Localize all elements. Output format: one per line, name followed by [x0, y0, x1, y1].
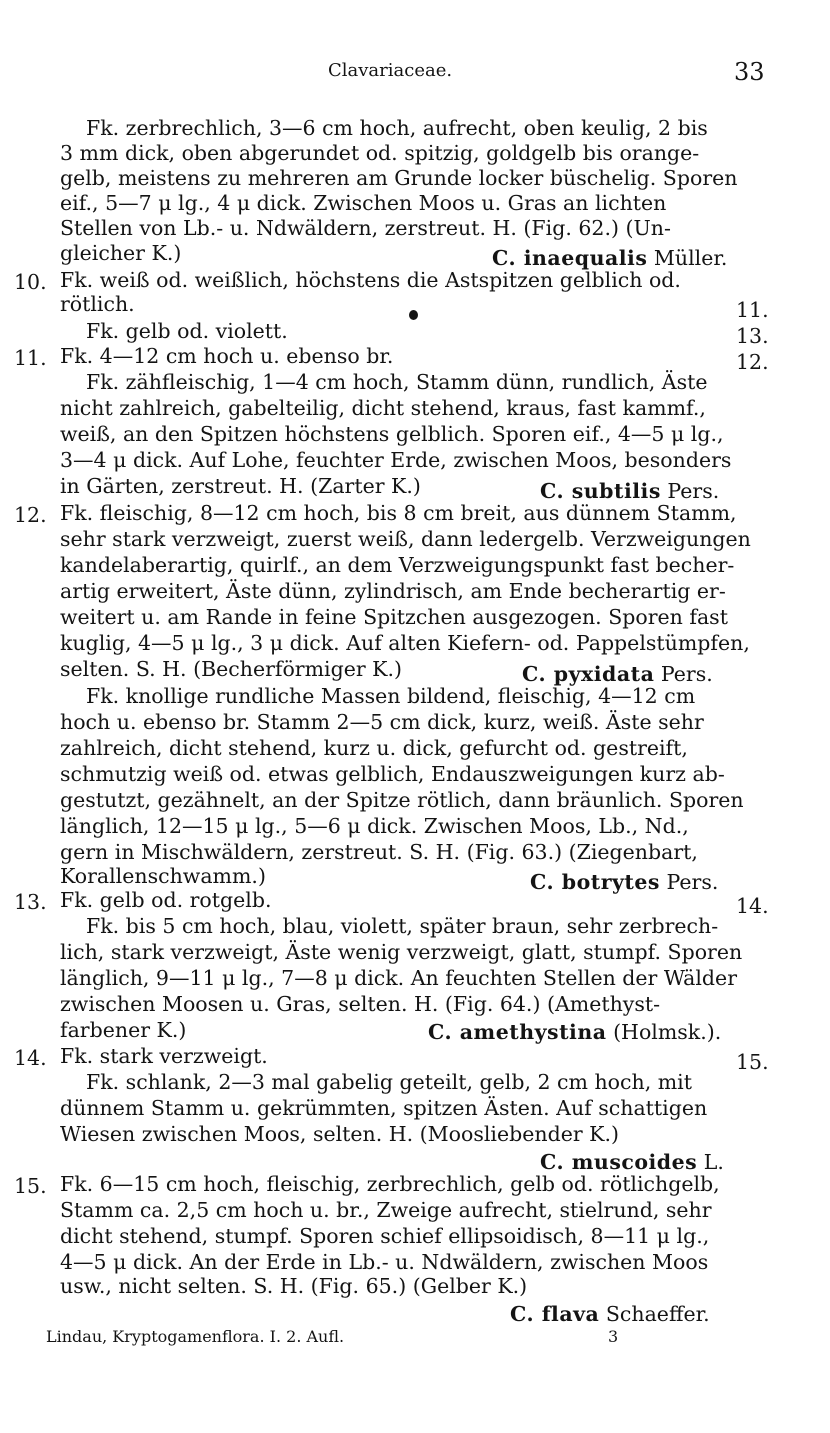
text-line: Stellen von Lb.- u. Ndwäldern, zerstreut. H. (Fig. 62.) (Un- [60, 216, 671, 240]
text-line: rötlich. [60, 292, 135, 316]
text-line: usw., nicht selten. S. H. (Fig. 65.) (Gelber K.) [60, 1274, 528, 1298]
species-name: C. flava Schaeffer. [510, 1302, 710, 1326]
key-number: 14. [14, 1046, 47, 1070]
key-reference: 15. [736, 1050, 769, 1074]
page-number: 33 [734, 58, 765, 86]
text-line: kandelaberartig, quirlf., an dem Verzweigungspunkt fast becher- [60, 553, 735, 577]
species-name: C. botrytes Pers. [530, 870, 719, 894]
footer-sheet-number: 3 [608, 1327, 619, 1346]
text-line: 3—4 μ dick. Auf Lohe, feuchter Erde, zwischen Moos, besonders [60, 448, 732, 472]
text-line: Fk. 4—12 cm hoch u. ebenso br. [60, 344, 394, 368]
text-line: Wiesen zwischen Moos, selten. H. (Moosliebender K.) [60, 1122, 619, 1146]
text-line: artig erweitert, Äste dünn, zylindrisch, am Ende becherartig er- [60, 579, 726, 603]
text-line: eif., 5—7 μ lg., 4 μ dick. Zwischen Moos u. Gras an lichten [60, 191, 667, 215]
text-line: Fk. gelb od. rotgelb. [60, 888, 272, 912]
text-line: zwischen Moosen u. Gras, selten. H. (Fig. 64.) (Amethyst- [60, 992, 661, 1016]
key-number: 12. [14, 503, 47, 527]
text-line: farbener K.) [60, 1018, 187, 1042]
text-line: Fk. bis 5 cm hoch, blau, violett, später braun, sehr zerbrech- [86, 914, 719, 938]
text-line: gelb, meistens zu mehreren am Grunde locker büschelig. Sporen [60, 166, 738, 190]
text-line: Fk. schlank, 2—3 mal gabelig geteilt, gelb, 2 cm hoch, mit [86, 1070, 692, 1094]
text-line: Fk. zähfleischig, 1—4 cm hoch, Stamm dünn, rundlich, Äste [86, 370, 708, 394]
text-line: Fk. fleischig, 8—12 cm hoch, bis 8 cm breit, aus dünnem Stamm, [60, 501, 737, 525]
running-header-title: Clavariaceae. [328, 60, 453, 81]
text-line: dünnem Stamm u. gekrümmten, spitzen Ästen. Auf schattigen [60, 1096, 708, 1120]
key-number: 10. [14, 270, 47, 294]
text-line: kuglig, 4—5 μ lg., 3 μ dick. Auf alten Kiefern- od. Pappelstümpfen, [60, 631, 750, 655]
text-line: lich, stark verzweigt, Äste wenig verzweigt, glatt, stumpf. Sporen [60, 940, 743, 964]
key-number: 13. [14, 890, 47, 914]
footer-source: Lindau, Kryptogamenflora. I. 2. Aufl. [46, 1327, 345, 1346]
text-line: gestutzt, gezähnelt, an der Spitze rötlich, dann bräunlich. Sporen [60, 788, 744, 812]
species-name: C. amethystina (Holmsk.). [428, 1020, 722, 1044]
text-line: hoch u. ebenso br. Stamm 2—5 cm dick, kurz, weiß. Äste sehr [60, 710, 704, 734]
text-line: Stamm ca. 2,5 cm hoch u. br., Zweige aufrecht, stielrund, sehr [60, 1198, 712, 1222]
species-name: C. subtilis Pers. [540, 479, 720, 503]
text-line: Korallenschwamm.) [60, 864, 266, 888]
text-line: gern in Mischwäldern, zerstreut. S. H. (Fig. 63.) (Ziegenbart, [60, 840, 698, 864]
key-reference: 12. [736, 350, 769, 374]
text-line: 3 mm dick, oben abgerundet od. spitzig, goldgelb bis orange- [60, 141, 700, 165]
text-line: Fk. gelb od. violett. [86, 319, 288, 343]
text-line: Fk. zerbrechlich, 3—6 cm hoch, aufrecht, oben keulig, 2 bis [86, 116, 708, 140]
text-line: nicht zahlreich, gabelteilig, dicht stehend, kraus, fast kammf., [60, 396, 706, 420]
text-line: schmutzig weiß od. etwas gelblich, Endauszweigungen kurz ab- [60, 762, 725, 786]
text-line: selten. S. H. (Becherförmiger K.) [60, 657, 403, 681]
species-name: C. pyxidata Pers. [522, 662, 713, 686]
species-name: C. inaequalis Müller. [492, 246, 728, 270]
bullet-mark [409, 310, 418, 320]
text-line: weitert u. am Rande in feine Spitzchen ausgezogen. Sporen fast [60, 605, 728, 629]
text-line: in Gärten, zerstreut. H. (Zarter K.) [60, 474, 421, 498]
text-line: Fk. 6—15 cm hoch, fleischig, zerbrechlich, gelb od. rötlichgelb, [60, 1172, 720, 1196]
text-line: länglich, 9—11 μ lg., 7—8 μ dick. An feuchten Stellen der Wälder [60, 966, 737, 990]
text-line: sehr stark verzweigt, zuerst weiß, dann ledergelb. Verzweigungen [60, 527, 751, 551]
text-line: zahlreich, dicht stehend, kurz u. dick, gefurcht od. gestreift, [60, 736, 688, 760]
key-reference: 11. [736, 298, 769, 322]
text-line: dicht stehend, stumpf. Sporen schief ellipsoidisch, 8—11 μ lg., [60, 1224, 710, 1248]
text-line: gleicher K.) [60, 241, 182, 265]
species-name: C. muscoides L. [540, 1150, 724, 1174]
text-line: länglich, 12—15 μ lg., 5—6 μ dick. Zwischen Moos, Lb., Nd., [60, 814, 689, 838]
text-line: Fk. stark verzweigt. [60, 1044, 268, 1068]
text-line: Fk. knollige rundliche Massen bildend, fleischig, 4—12 cm [86, 684, 696, 708]
key-number: 15. [14, 1174, 47, 1198]
text-line: Fk. weiß od. weißlich, höchstens die Astspitzen gelblich od. [60, 268, 681, 292]
text-line: 4—5 μ dick. An der Erde in Lb.- u. Ndwäldern, zwischen Moos [60, 1250, 709, 1274]
key-reference: 14. [736, 894, 769, 918]
key-reference: 13. [736, 324, 769, 348]
key-number: 11. [14, 346, 47, 370]
text-line: weiß, an den Spitzen höchstens gelblich. Sporen eif., 4—5 μ lg., [60, 422, 724, 446]
